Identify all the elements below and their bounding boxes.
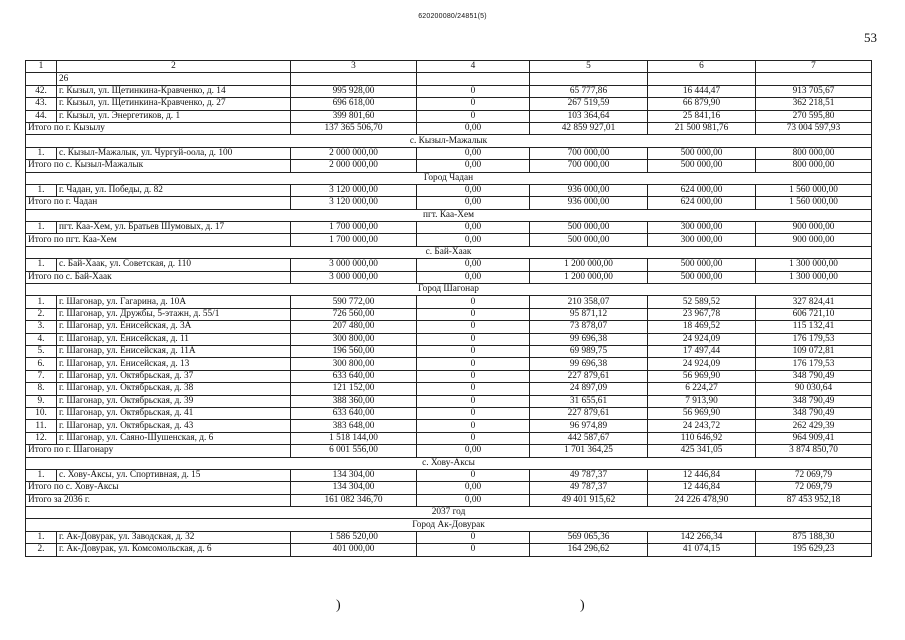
table-row xyxy=(26,531,872,543)
cell-col4: 0 xyxy=(417,308,530,320)
cell-col3: 399 801,60 xyxy=(291,110,417,122)
cell-col4: 0 xyxy=(417,98,530,110)
cell-col6: 624 000,00 xyxy=(648,197,756,209)
cell-col3: 633 640,00 xyxy=(291,370,417,382)
column-header: 7 xyxy=(756,61,872,73)
cell-col4: 0 xyxy=(417,333,530,345)
total-label: Итого по с. Хову-Аксы xyxy=(26,482,291,494)
total-label: Итого по г. Чадан xyxy=(26,197,291,209)
table-row xyxy=(26,469,872,481)
address-cell: г. Ак-Довурак, ул. Комсомольская, д. 6 xyxy=(57,544,291,556)
column-header: 2 xyxy=(57,61,291,73)
empty-cell xyxy=(530,73,648,85)
cell-col3: 696 618,00 xyxy=(291,98,417,110)
cell-col4: 0,00 xyxy=(417,184,530,196)
total-row xyxy=(26,234,872,246)
cell-col6: 24 924,09 xyxy=(648,333,756,345)
column-header: 6 xyxy=(648,61,756,73)
cell-col3: 3 000 000,00 xyxy=(291,259,417,271)
cell-col5: 42 859 927,01 xyxy=(530,122,648,134)
address-cell: г. Шагонар, ул. Енисейская, д. 11А xyxy=(57,345,291,357)
cell-col6: 500 000,00 xyxy=(648,147,756,159)
document-id: 620200080/24851(5) xyxy=(418,13,487,20)
cell-col7: 964 909,41 xyxy=(756,432,872,444)
cell-col7: 176 179,53 xyxy=(756,358,872,370)
cell-col6: 300 000,00 xyxy=(648,234,756,246)
cell-col6: 12 446,84 xyxy=(648,482,756,494)
cell-col3: 388 360,00 xyxy=(291,395,417,407)
cell-col7: 1 560 000,00 xyxy=(756,184,872,196)
cell-col5: 49 787,37 xyxy=(530,482,648,494)
cell-col4: 0 xyxy=(417,110,530,122)
cell-col6: 56 969,90 xyxy=(648,370,756,382)
table-row xyxy=(26,544,872,556)
address-cell: г. Кызыл, ул. Энергетиков, д. 1 xyxy=(57,110,291,122)
continuation-text: 26 xyxy=(57,73,291,85)
cell-col5: 1 200 000,00 xyxy=(530,259,648,271)
address-cell: г. Шагонар, ул. Енисейская, д. 11 xyxy=(57,333,291,345)
cell-col6: 6 224,27 xyxy=(648,383,756,395)
row-number-cell xyxy=(26,73,57,85)
section-title: с. Хову-Аксы xyxy=(26,457,872,469)
section-title: с. Бай-Хаак xyxy=(26,246,872,258)
section-row xyxy=(26,519,872,531)
cell-col6: 41 074,15 xyxy=(648,544,756,556)
total-row xyxy=(26,122,872,134)
cell-col6: 17 497,44 xyxy=(648,345,756,357)
address-cell: г. Шагонар, ул. Гагарина, д. 10А xyxy=(57,296,291,308)
address-cell: г. Шагонар, ул. Октябрьская, д. 41 xyxy=(57,407,291,419)
cell-col3: 383 648,00 xyxy=(291,420,417,432)
section-title: пгт. Каа-Хем xyxy=(26,209,872,221)
address-cell: г. Ак-Довурак, ул. Заводская, д. 32 xyxy=(57,531,291,543)
cell-col4: 0 xyxy=(417,370,530,382)
cell-col5: 500 000,00 xyxy=(530,234,648,246)
total-label: Итого по г. Шагонару xyxy=(26,445,291,457)
cell-col3: 633 640,00 xyxy=(291,407,417,419)
cell-col7: 900 000,00 xyxy=(756,234,872,246)
cell-col7: 362 218,51 xyxy=(756,98,872,110)
cell-col5: 227 879,61 xyxy=(530,370,648,382)
cell-col5: 65 777,86 xyxy=(530,85,648,97)
cell-col5: 95 871,12 xyxy=(530,308,648,320)
table-row xyxy=(26,395,872,407)
cell-col7: 270 595,80 xyxy=(756,110,872,122)
address-cell: г. Шагонар, ул. Октябрьская, д. 39 xyxy=(57,395,291,407)
table-row xyxy=(26,358,872,370)
cell-col3: 3 000 000,00 xyxy=(291,271,417,283)
empty-cell xyxy=(417,73,530,85)
cell-col4: 0 xyxy=(417,531,530,543)
row-number: 1. xyxy=(26,147,57,159)
cell-col4: 0,00 xyxy=(417,147,530,159)
cell-col6: 18 469,52 xyxy=(648,321,756,333)
cell-col4: 0 xyxy=(417,407,530,419)
address-cell: г. Шагонар, ул. Енисейская, д. 13 xyxy=(57,358,291,370)
continuation-row xyxy=(26,73,872,85)
cell-col4: 0 xyxy=(417,358,530,370)
empty-cell xyxy=(291,73,417,85)
cell-col5: 267 519,59 xyxy=(530,98,648,110)
address-cell: с. Бай-Хаак, ул. Советская, д. 110 xyxy=(57,259,291,271)
handwritten-mark: ) xyxy=(580,598,585,613)
cell-col5: 1 200 000,00 xyxy=(530,271,648,283)
cell-col6: 425 341,05 xyxy=(648,445,756,457)
cell-col7: 90 030,64 xyxy=(756,383,872,395)
section-row xyxy=(26,135,872,147)
total-row xyxy=(26,160,872,172)
cell-col5: 936 000,00 xyxy=(530,184,648,196)
cell-col7: 348 790,49 xyxy=(756,395,872,407)
row-number: 9. xyxy=(26,395,57,407)
cell-col3: 401 000,00 xyxy=(291,544,417,556)
table-row xyxy=(26,432,872,444)
empty-cell xyxy=(756,73,872,85)
cell-col5: 700 000,00 xyxy=(530,160,648,172)
row-number: 6. xyxy=(26,358,57,370)
section-title: 2037 год xyxy=(26,507,872,519)
cell-col6: 23 967,78 xyxy=(648,308,756,320)
cell-col7: 913 705,67 xyxy=(756,85,872,97)
cell-col7: 72 069,79 xyxy=(756,469,872,481)
row-number: 1. xyxy=(26,184,57,196)
total-label: Итого за 2036 г. xyxy=(26,494,291,506)
cell-col3: 196 560,00 xyxy=(291,345,417,357)
cell-col6: 16 444,47 xyxy=(648,85,756,97)
row-number: 2. xyxy=(26,544,57,556)
cell-col5: 31 655,61 xyxy=(530,395,648,407)
section-row xyxy=(26,284,872,296)
table-row xyxy=(26,321,872,333)
cell-col5: 103 364,64 xyxy=(530,110,648,122)
row-number: 2. xyxy=(26,308,57,320)
cell-col7: 606 721,10 xyxy=(756,308,872,320)
table-row xyxy=(26,222,872,234)
table-row xyxy=(26,98,872,110)
cell-col5: 700 000,00 xyxy=(530,147,648,159)
row-number: 1. xyxy=(26,531,57,543)
row-number: 1. xyxy=(26,259,57,271)
cell-col3: 134 304,00 xyxy=(291,482,417,494)
table-row xyxy=(26,370,872,382)
address-cell: пгт. Каа-Хем, ул. Братьев Шумовых, д. 17 xyxy=(57,222,291,234)
row-number: 10. xyxy=(26,407,57,419)
cell-col5: 569 065,36 xyxy=(530,531,648,543)
address-cell: г. Шагонар, ул. Саяно-Шушенская, д. 6 xyxy=(57,432,291,444)
cell-col4: 0 xyxy=(417,383,530,395)
section-row xyxy=(26,172,872,184)
address-cell: г. Шагонар, ул. Енисейская, д. 3А xyxy=(57,321,291,333)
cell-col4: 0 xyxy=(417,432,530,444)
row-number: 1. xyxy=(26,469,57,481)
cell-col3: 1 700 000,00 xyxy=(291,234,417,246)
cell-col3: 161 082 346,70 xyxy=(291,494,417,506)
cell-col5: 99 696,38 xyxy=(530,358,648,370)
cell-col6: 500 000,00 xyxy=(648,160,756,172)
cell-col5: 49 401 915,62 xyxy=(530,494,648,506)
cell-col7: 3 874 850,70 xyxy=(756,445,872,457)
cell-col4: 0 xyxy=(417,296,530,308)
cell-col3: 1 518 144,00 xyxy=(291,432,417,444)
cell-col5: 24 897,09 xyxy=(530,383,648,395)
cell-col6: 24 226 478,90 xyxy=(648,494,756,506)
table-row xyxy=(26,85,872,97)
cell-col5: 1 701 364,25 xyxy=(530,445,648,457)
cell-col7: 875 188,30 xyxy=(756,531,872,543)
cell-col4: 0 xyxy=(417,469,530,481)
row-number: 8. xyxy=(26,383,57,395)
address-cell: с. Хову-Аксы, ул. Спортивная, д. 15 xyxy=(57,469,291,481)
table-row xyxy=(26,345,872,357)
total-row xyxy=(26,445,872,457)
address-cell: г. Шагонар, ул. Октябрьская, д. 37 xyxy=(57,370,291,382)
total-label: Итого по г. Кызылу xyxy=(26,122,291,134)
cell-col6: 142 266,34 xyxy=(648,531,756,543)
cell-col5: 442 587,67 xyxy=(530,432,648,444)
cell-col4: 0,00 xyxy=(417,160,530,172)
cell-col7: 72 069,79 xyxy=(756,482,872,494)
cell-col3: 3 120 000,00 xyxy=(291,184,417,196)
section-title: Город Шагонар xyxy=(26,284,872,296)
cell-col3: 121 152,00 xyxy=(291,383,417,395)
cell-col7: 87 453 952,18 xyxy=(756,494,872,506)
column-number-row xyxy=(26,61,872,73)
address-cell: г. Шагонар, ул. Октябрьская, д. 38 xyxy=(57,383,291,395)
cell-col4: 0,00 xyxy=(417,222,530,234)
address-cell: г. Чадан, ул. Победы, д. 82 xyxy=(57,184,291,196)
cell-col7: 348 790,49 xyxy=(756,407,872,419)
row-number: 12. xyxy=(26,432,57,444)
handwritten-mark: ) xyxy=(336,598,341,613)
table-row xyxy=(26,383,872,395)
address-cell: г. Кызыл, ул. Щетинкина-Кравченко, д. 27 xyxy=(57,98,291,110)
cell-col6: 500 000,00 xyxy=(648,259,756,271)
table-row xyxy=(26,420,872,432)
row-number: 1. xyxy=(26,222,57,234)
row-number: 44. xyxy=(26,110,57,122)
cell-col5: 73 878,07 xyxy=(530,321,648,333)
cell-col4: 0,00 xyxy=(417,234,530,246)
cell-col3: 300 800,00 xyxy=(291,333,417,345)
cell-col3: 6 001 556,00 xyxy=(291,445,417,457)
cell-col7: 109 072,81 xyxy=(756,345,872,357)
column-header: 1 xyxy=(26,61,57,73)
cell-col3: 1 700 000,00 xyxy=(291,222,417,234)
row-number: 3. xyxy=(26,321,57,333)
cell-col7: 1 560 000,00 xyxy=(756,197,872,209)
address-cell: с. Кызыл-Мажалык, ул. Чургуй-оола, д. 100 xyxy=(57,147,291,159)
cell-col6: 52 589,52 xyxy=(648,296,756,308)
address-cell: г. Кызыл, ул. Щетинкина-Кравченко, д. 14 xyxy=(57,85,291,97)
section-row xyxy=(26,507,872,519)
cell-col3: 137 365 506,70 xyxy=(291,122,417,134)
cell-col4: 0 xyxy=(417,321,530,333)
cell-col4: 0,00 xyxy=(417,197,530,209)
cell-col7: 1 300 000,00 xyxy=(756,259,872,271)
table-row xyxy=(26,110,872,122)
total-row xyxy=(26,482,872,494)
cell-col5: 936 000,00 xyxy=(530,197,648,209)
registry-table xyxy=(25,60,872,557)
cell-col4: 0,00 xyxy=(417,494,530,506)
cell-col6: 7 913,90 xyxy=(648,395,756,407)
cell-col6: 12 446,84 xyxy=(648,469,756,481)
cell-col4: 0,00 xyxy=(417,259,530,271)
page-number: 53 xyxy=(864,30,877,45)
column-header: 5 xyxy=(530,61,648,73)
cell-col4: 0 xyxy=(417,85,530,97)
cell-col7: 115 132,41 xyxy=(756,321,872,333)
total-row xyxy=(26,494,872,506)
cell-col3: 726 560,00 xyxy=(291,308,417,320)
cell-col3: 2 000 000,00 xyxy=(291,147,417,159)
table-row xyxy=(26,308,872,320)
total-label: Итого по с. Кызыл-Мажалык xyxy=(26,160,291,172)
cell-col7: 800 000,00 xyxy=(756,160,872,172)
cell-col4: 0 xyxy=(417,544,530,556)
cell-col5: 164 296,62 xyxy=(530,544,648,556)
cell-col7: 73 004 597,93 xyxy=(756,122,872,134)
cell-col5: 49 787,37 xyxy=(530,469,648,481)
section-title: Город Ак-Довурак xyxy=(26,519,872,531)
cell-col4: 0,00 xyxy=(417,122,530,134)
cell-col3: 995 928,00 xyxy=(291,85,417,97)
cell-col4: 0,00 xyxy=(417,482,530,494)
total-label: Итого по с. Бай-Хаак xyxy=(26,271,291,283)
row-number: 4. xyxy=(26,333,57,345)
cell-col4: 0 xyxy=(417,395,530,407)
cell-col6: 500 000,00 xyxy=(648,271,756,283)
table-row xyxy=(26,184,872,196)
cell-col7: 348 790,49 xyxy=(756,370,872,382)
cell-col5: 99 696,38 xyxy=(530,333,648,345)
row-number: 42. xyxy=(26,85,57,97)
cell-col7: 1 300 000,00 xyxy=(756,271,872,283)
section-title: с. Кызыл-Мажалык xyxy=(26,135,872,147)
row-number: 43. xyxy=(26,98,57,110)
address-cell: г. Шагонар, ул. Дружбы, 5-этажн, д. 55/1 xyxy=(57,308,291,320)
cell-col3: 1 586 520,00 xyxy=(291,531,417,543)
cell-col5: 210 358,07 xyxy=(530,296,648,308)
address-cell: г. Шагонар, ул. Октябрьская, д. 43 xyxy=(57,420,291,432)
cell-col4: 0,00 xyxy=(417,445,530,457)
cell-col6: 21 500 981,76 xyxy=(648,122,756,134)
cell-col5: 96 974,89 xyxy=(530,420,648,432)
cell-col4: 0 xyxy=(417,345,530,357)
cell-col7: 900 000,00 xyxy=(756,222,872,234)
cell-col5: 500 000,00 xyxy=(530,222,648,234)
cell-col7: 176 179,53 xyxy=(756,333,872,345)
cell-col6: 110 646,92 xyxy=(648,432,756,444)
cell-col6: 624 000,00 xyxy=(648,184,756,196)
cell-col3: 2 000 000,00 xyxy=(291,160,417,172)
cell-col5: 69 989,75 xyxy=(530,345,648,357)
table-row xyxy=(26,296,872,308)
section-row xyxy=(26,246,872,258)
table-row xyxy=(26,407,872,419)
cell-col7: 800 000,00 xyxy=(756,147,872,159)
table-body xyxy=(26,73,872,556)
cell-col3: 207 480,00 xyxy=(291,321,417,333)
cell-col6: 24 924,09 xyxy=(648,358,756,370)
cell-col3: 590 772,00 xyxy=(291,296,417,308)
cell-col3: 3 120 000,00 xyxy=(291,197,417,209)
total-label: Итого по пгт. Каа-Хем xyxy=(26,234,291,246)
cell-col7: 327 824,41 xyxy=(756,296,872,308)
column-header: 4 xyxy=(417,61,530,73)
cell-col3: 134 304,00 xyxy=(291,469,417,481)
cell-col6: 25 841,16 xyxy=(648,110,756,122)
total-row xyxy=(26,271,872,283)
row-number: 1. xyxy=(26,296,57,308)
section-row xyxy=(26,457,872,469)
column-header: 3 xyxy=(291,61,417,73)
cell-col7: 262 429,39 xyxy=(756,420,872,432)
cell-col3: 300 800,00 xyxy=(291,358,417,370)
cell-col7: 195 629,23 xyxy=(756,544,872,556)
table-row xyxy=(26,333,872,345)
table-row xyxy=(26,259,872,271)
cell-col4: 0,00 xyxy=(417,271,530,283)
empty-cell xyxy=(648,73,756,85)
cell-col5: 227 879,61 xyxy=(530,407,648,419)
cell-col6: 66 879,90 xyxy=(648,98,756,110)
row-number: 7. xyxy=(26,370,57,382)
table-row xyxy=(26,147,872,159)
row-number: 11. xyxy=(26,420,57,432)
row-number: 5. xyxy=(26,345,57,357)
total-row xyxy=(26,197,872,209)
section-title: Город Чадан xyxy=(26,172,872,184)
cell-col4: 0 xyxy=(417,420,530,432)
cell-col6: 300 000,00 xyxy=(648,222,756,234)
section-row xyxy=(26,209,872,221)
cell-col6: 24 243,72 xyxy=(648,420,756,432)
cell-col6: 56 969,90 xyxy=(648,407,756,419)
